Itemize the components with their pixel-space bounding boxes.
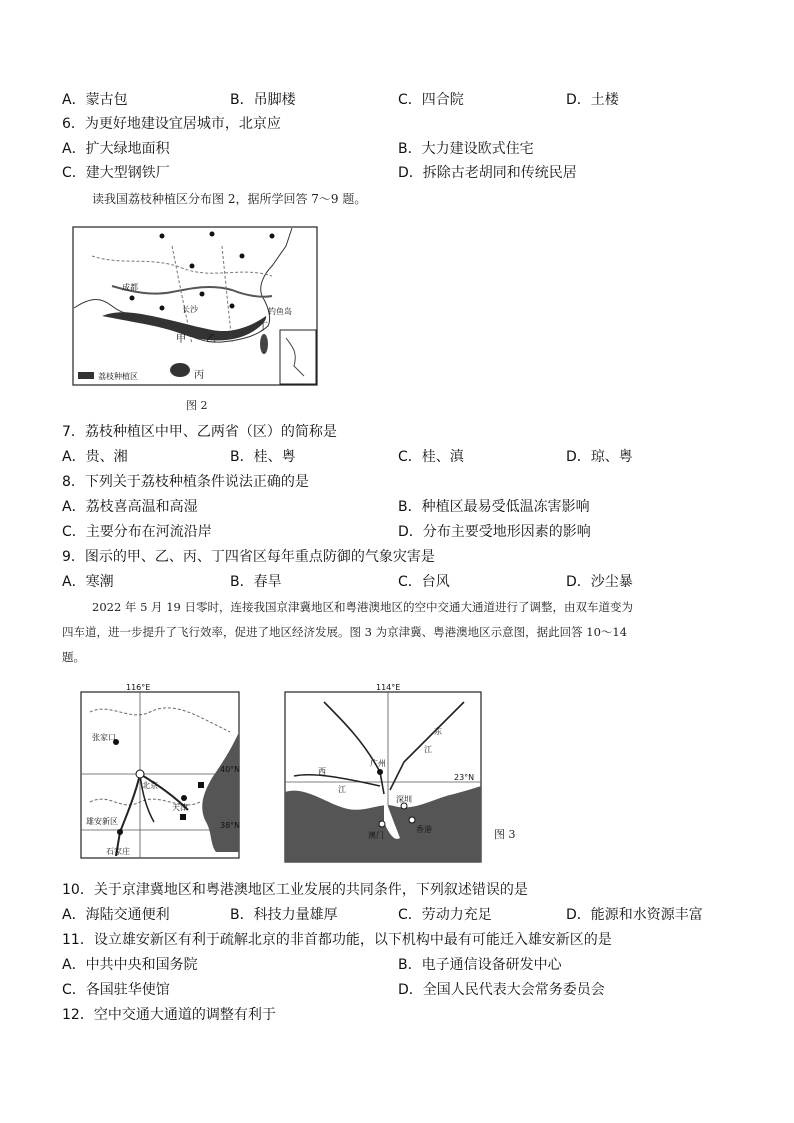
intro-7-9: 读我国荔枝种植区分布图 2，据所学回答 7～9 题。 <box>92 192 367 206</box>
q8-stem: 8．下列关于荔枝种植条件说法正确的是 <box>62 474 309 490</box>
figure-3-right-map <box>284 682 484 864</box>
q10-option-a: A．海陆交通便利 <box>62 907 170 923</box>
q8-option-b: B．种植区最易受低温冻害影响 <box>398 499 590 515</box>
label-changsha: 长沙 <box>182 305 198 314</box>
label-114e: 114°E <box>376 683 401 692</box>
label-tianjin: 天津 <box>172 803 188 812</box>
label-40n: 40°N <box>220 765 241 774</box>
figure-3-caption: 图 3 <box>494 828 516 841</box>
figure-2-caption: 图 2 <box>186 399 208 412</box>
label-23n: 23°N <box>454 773 475 782</box>
label-jiang-west: 江 <box>338 785 346 794</box>
q7-option-b: B．桂、粤 <box>230 449 296 465</box>
label-shijiazhuang: 石家庄 <box>106 847 130 856</box>
intro-10-14-line3: 题。 <box>62 650 85 664</box>
q11-option-c: C．各国驻华使馆 <box>62 982 170 998</box>
q8-option-a: A．荔枝喜高温和高湿 <box>62 499 198 515</box>
label-dong: 东 <box>434 727 442 736</box>
q5-option-b: B．吊脚楼 <box>230 92 296 108</box>
q10-option-c: C．劳动力充足 <box>398 907 492 923</box>
q5-option-c: C．四合院 <box>398 92 464 108</box>
legend-lychee: 荔枝种植区 <box>98 372 138 381</box>
label-yi: 乙 <box>206 334 216 345</box>
figure-3-left-map <box>80 682 242 860</box>
q9-option-d: D．沙尘暴 <box>566 574 633 590</box>
q12-stem: 12．空中交通大通道的调整有利于 <box>62 1007 276 1023</box>
label-hongkong: 香港 <box>416 825 432 834</box>
q6-stem: 6．为更好地建设宜居城市，北京应 <box>62 116 281 132</box>
q8-option-c: C．主要分布在河流沿岸 <box>62 524 212 540</box>
q7-option-a: A．贵、湘 <box>62 449 128 465</box>
label-xiongan: 雄安新区 <box>86 817 118 826</box>
label-bing: 丙 <box>194 370 204 381</box>
q6-option-d: D．拆除古老胡同和传统民居 <box>398 165 577 181</box>
label-chengdu: 成都 <box>122 283 138 292</box>
label-ding: 丁 <box>258 322 268 333</box>
label-zhangjiakou: 张家口 <box>92 733 116 742</box>
q7-stem: 7．荔枝种植区中甲、乙两省（区）的简称是 <box>62 424 337 440</box>
q10-stem: 10．关于京津冀地区和粤港澳地区工业发展的共同条件，下列叙述错误的是 <box>62 882 528 898</box>
q11-stem: 11．设立雄安新区有利于疏解北京的非首都功能，以下机构中最有可能迁入雄安新区的是 <box>62 932 612 948</box>
q6-option-a: A．扩大绿地面积 <box>62 141 170 157</box>
label-macau: 澳门 <box>368 831 384 840</box>
q11-option-a: A．中共中央和国务院 <box>62 957 198 973</box>
q5-option-a: A．蒙古包 <box>62 92 128 108</box>
q6-option-c: C．建大型钢铁厂 <box>62 165 170 181</box>
q10-option-d: D．能源和水资源丰富 <box>566 907 703 923</box>
intro-10-14-line2: 四车道，进一步提升了飞行效率，促进了地区经济发展。图 3 为京津冀、粤港澳地区示意图，据此回答 10～14 <box>62 625 628 639</box>
intro-10-14-line1: 2022 年 5 月 19 日零时，连接我国京津冀地区和粤港澳地区的空中交通大通道进行了调整，由双车道变为 <box>92 600 633 614</box>
q8-option-d: D．分布主要受地形因素的影响 <box>398 524 591 540</box>
label-xi: 西 <box>318 767 326 776</box>
q7-option-d: D．琼、粤 <box>566 449 633 465</box>
label-beijing: 北京 <box>142 781 158 790</box>
q11-option-b: B．电子通信设备研发中心 <box>398 957 562 973</box>
q6-option-b: B．大力建设欧式住宅 <box>398 141 534 157</box>
figure-2-map <box>72 226 318 386</box>
label-38n: 38°N <box>220 821 241 830</box>
label-116e: 116°E <box>126 683 151 692</box>
label-diaoyudao: 钓鱼岛 <box>268 307 292 316</box>
q9-option-a: A．寒潮 <box>62 574 114 590</box>
q9-option-c: C．台风 <box>398 574 450 590</box>
q9-stem: 9．图示的甲、乙、丙、丁四省区每年重点防御的气象灾害是 <box>62 549 435 565</box>
q10-option-b: B．科技力量雄厚 <box>230 907 338 923</box>
label-shenzhen: 深圳 <box>396 795 412 804</box>
q9-option-b: B．春旱 <box>230 574 282 590</box>
q5-option-d: D．土楼 <box>566 92 619 108</box>
label-jia: 甲 <box>176 334 186 345</box>
q7-option-c: C．桂、滇 <box>398 449 464 465</box>
label-guangzhou: 广州 <box>370 759 386 768</box>
label-jiang-east: 江 <box>424 745 432 754</box>
q11-option-d: D．全国人民代表大会常务委员会 <box>398 982 605 998</box>
